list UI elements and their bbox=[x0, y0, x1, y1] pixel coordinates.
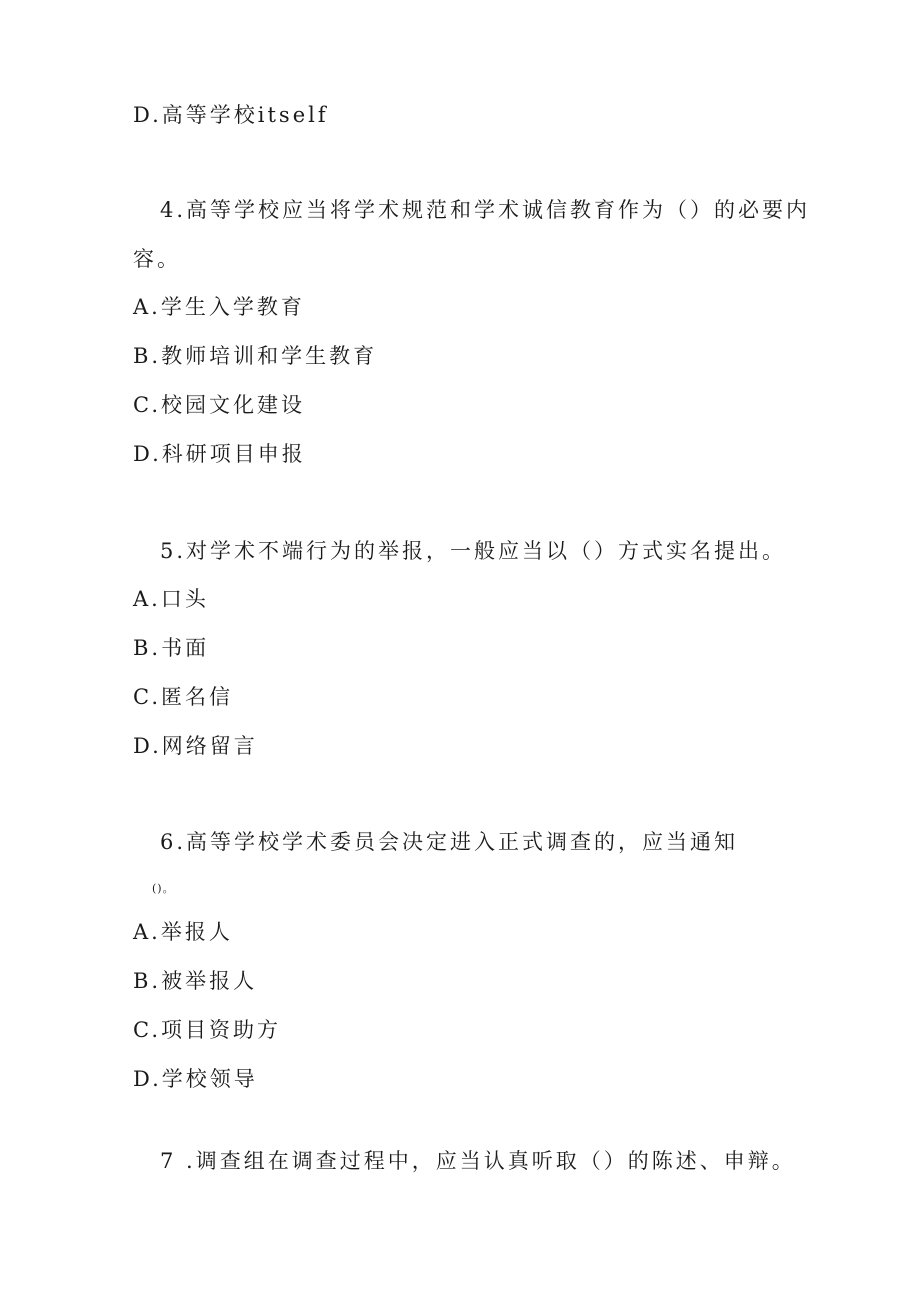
question-6-option-b: B.被举报人 bbox=[133, 969, 258, 993]
question-6-stem-continued: ()。 bbox=[152, 882, 175, 895]
question-5-option-d: D.网络留言 bbox=[133, 734, 258, 758]
question-6-option-d: D.学校领导 bbox=[133, 1067, 258, 1091]
question-4-option-c: C.校园文化建设 bbox=[133, 393, 305, 417]
question-5-option-a: A.口头 bbox=[133, 587, 209, 611]
option-line: D.高等学校itself bbox=[133, 103, 329, 127]
question-5-option-c: C.匿名信 bbox=[133, 685, 233, 709]
question-6-option-c: C.项目资助方 bbox=[133, 1018, 281, 1042]
question-6-option-a: A.举报人 bbox=[133, 920, 233, 944]
question-5-stem: 5.对学术不端行为的举报，一般应当以（）方式实名提出。 bbox=[160, 539, 787, 563]
question-4-stem: 4.高等学校应当将学术规范和学术诚信教育作为（）的必要内 bbox=[160, 198, 811, 222]
question-5-option-b: B.书面 bbox=[133, 636, 210, 660]
question-6-stem: 6.高等学校学术委员会决定进入正式调查的，应当通知 bbox=[160, 830, 739, 854]
question-4-option-d: D.科研项目申报 bbox=[133, 442, 306, 466]
question-4-stem-continued: 容。 bbox=[133, 247, 181, 271]
question-7-stem: 7 .调查组在调查过程中，应当认真听取（）的陈述、申辩。 bbox=[160, 1149, 796, 1173]
question-4-option-a: A.学生入学教育 bbox=[133, 295, 305, 319]
question-4-option-b: B.教师培训和学生教育 bbox=[133, 344, 378, 368]
